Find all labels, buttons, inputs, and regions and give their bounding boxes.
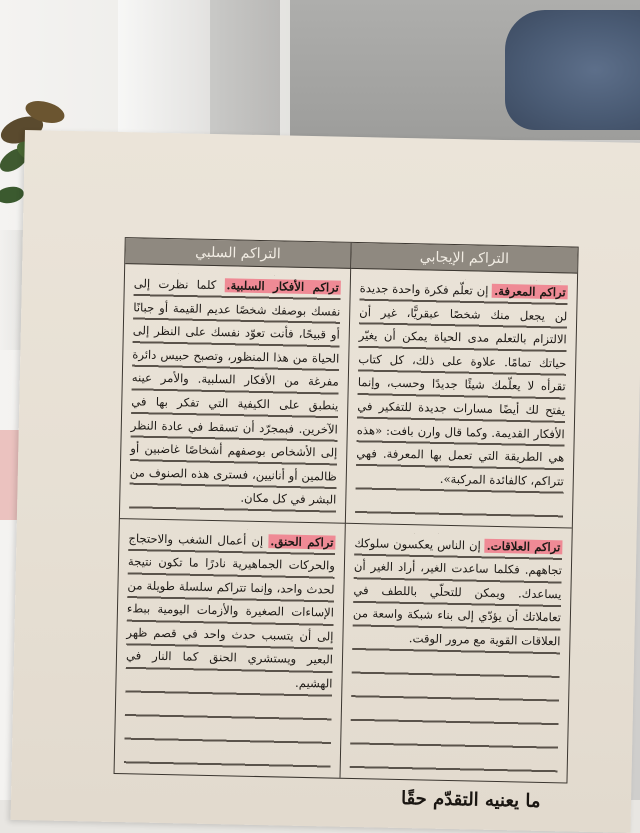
- highlight-knowledge: تراكم المعرفة.: [494, 283, 566, 300]
- cell-relationships: [341, 523, 572, 782]
- highlight-relationships: تراكم العلاقات.: [486, 538, 561, 554]
- cell-knowledge: [346, 269, 577, 528]
- cell-outrage: [115, 519, 346, 778]
- text-outrage: إن أعمال الشغب والاحتجاج والحركات الجماهيرية نادرًا ما تكون نتيجة لحدث واحد، وإنما تتراكم سلسلة طويلة من الإساءات الصغيرة والأزمات اليومية ببطء إلى أن يتسبب حدث واحد في قصم ظهر البعير ويستشري الحنق كما النار في الهشيم.: [125, 530, 336, 691]
- text-knowledge: إن تعلّم فكرة واحدة جديدة لن يجعل منك شخصًا عبقريًّا، غير أن الالتزام بالتعلم مدى الحياة يمكن أن يغيّر حياتك تمامًا. علاوة على ذلك، كل كتاب تقرأه لا يعلّمك شيئًا جديدًا وحسب، وإنما يفتح لك أيضًا مسارات جديدة للتفكير في الأفكار القديمة. وكما قال وارن بافت: «هذه هي الطريقة التي تعمل بها المعرفة. فهي تتراكم، كالفائدة المركبة».: [356, 281, 568, 489]
- section-title: ما يعنيه التقدّم حقًا: [400, 788, 541, 812]
- text-relationships: إن الناس يعكسون سلوكك تجاههم. فكلما ساعدت الغير، أراد الغير أن يساعدك. ويمكن للتحلّي باللطف في تعاملاتك أن يؤدّي إلى بناء شبكة واسعة من العلاقات القوية مع مرور الوقت.: [352, 535, 563, 649]
- header-negative: التراكم السلبي: [125, 238, 351, 269]
- background-clothing: [505, 10, 640, 130]
- background-curtain: [118, 0, 213, 150]
- book-page: [11, 130, 640, 833]
- text-negative-thoughts: كلما نظرت إلى نفسك بوصفك شخصًا عديم القيمة أو جبانًا أو قبيحًا، فأنت تعوّد نفسك على النظر إلى الحياة من هذا المنظور، وتصبح حبيس دائرة مفرغة من الأفكار السلبية. والأمر عينه ينطبق على الكيفية التي تفكر بها في الآخرين. فبمجرّد أن تسقط في عادة النظر إلى الأشخاص بوصفهم أشخاصًا غاضبين أو ظالمين أو أنانيين، فسترى هذه الصنوف من البشر في كل مكان.: [129, 276, 341, 507]
- highlight-negative-thoughts: تراكم الأفكار السلبية.: [226, 278, 339, 295]
- header-positive: التراكم الإيجابي: [351, 243, 577, 274]
- highlight-outrage: تراكم الحنق.: [270, 533, 334, 550]
- cell-negative-thoughts: [120, 264, 351, 523]
- background-frame: [210, 0, 280, 140]
- comparison-table: [114, 237, 579, 783]
